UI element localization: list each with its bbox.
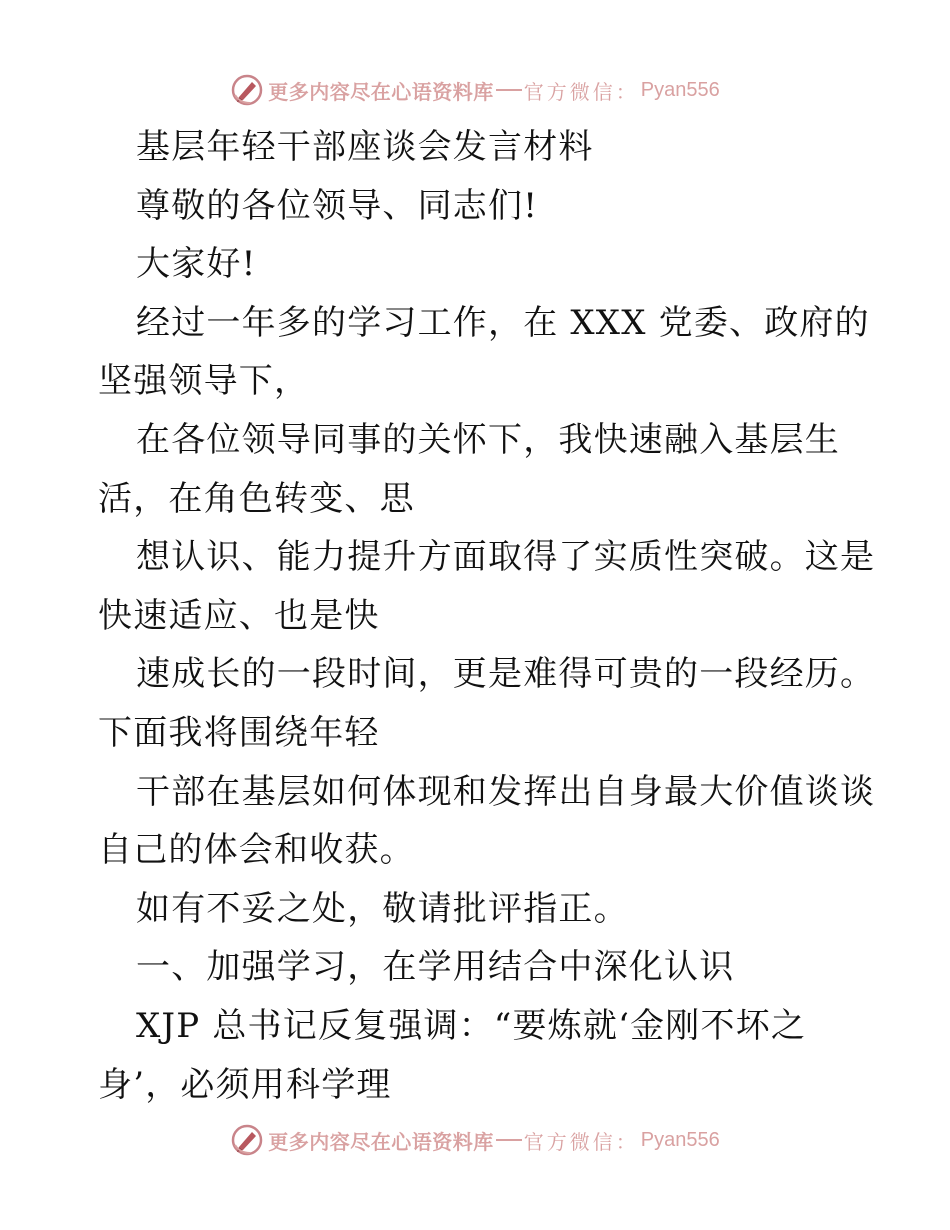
- text-line: 基层年轻干部座谈会发言材料: [136, 127, 594, 167]
- text-line: 速成长的一段时间，更是难得可贵的一段经历。: [136, 654, 876, 695]
- watermark-official-label: 官方微信：: [523, 79, 639, 104]
- watermark-footer: [0, 1118, 950, 1162]
- text-line: 在各位领导同事的关怀下，我快速融入基层生: [136, 419, 840, 460]
- text-line: 大家好!: [136, 244, 257, 285]
- text-line: 一、加强学习，在学用结合中深化认识: [136, 947, 735, 988]
- text-line: 经过一年多的学习工作，在 XXX 党委、政府的: [136, 302, 870, 343]
- pen-logo-icon: [230, 73, 264, 107]
- watermark-wechat-id: Pyan556: [640, 1128, 720, 1151]
- watermark-header: [0, 68, 950, 112]
- text-line: 想认识、能力提升方面取得了实质性突破。这是: [136, 537, 876, 578]
- text-line: 身’，必须用科学理: [98, 1064, 392, 1105]
- watermark-dash: [496, 89, 522, 91]
- watermark-dash: [496, 1139, 522, 1141]
- text-line: 尊敬的各位领导、同志们!: [136, 185, 539, 226]
- watermark-site-text: 更多内容尽在心语资料库: [268, 79, 494, 104]
- text-line: 坚强领导下，: [98, 361, 310, 402]
- document-body: [98, 118, 888, 1114]
- text-line: 自己的体会和收获。: [98, 830, 415, 871]
- watermark-official-label: 官方微信：: [523, 1129, 639, 1154]
- text-line: 快速适应、也是快: [98, 595, 380, 636]
- text-line: 活，在角色转变、思: [98, 478, 415, 519]
- text-line: 如有不妥之处，敬请批评指正。: [136, 888, 629, 929]
- watermark-wechat-id: Pyan556: [640, 78, 720, 101]
- text-line: XJP 总书记反复强调：“要炼就‘金刚不坏之: [136, 1005, 807, 1046]
- text-line: 干部在基层如何体现和发挥出自身最大价值谈谈: [136, 771, 876, 812]
- pen-logo-icon: [230, 1123, 264, 1157]
- watermark-site-text: 更多内容尽在心语资料库: [268, 1129, 494, 1154]
- text-line: 下面我将围绕年轻: [98, 712, 380, 753]
